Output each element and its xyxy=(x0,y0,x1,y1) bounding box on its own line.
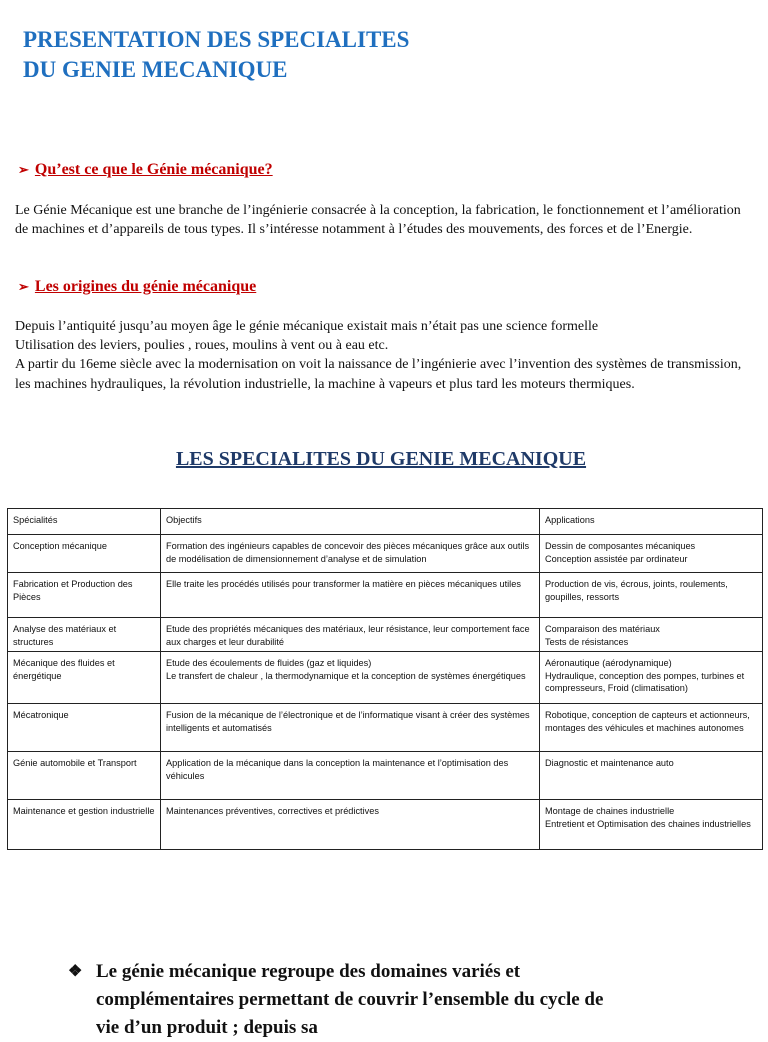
origins-line: A partir du 16eme siècle avec la modernisation on voit la naissance de l’ingénierie avec l’invention des systèmes de transmission, les machines hydrauliques, la révolution industrielle, la machine à vapeurs et plus tard les moteurs thermiques. xyxy=(15,357,742,392)
cell-line: Analyse des matériaux et structures xyxy=(13,624,117,647)
header-cell: Objectifs xyxy=(161,509,540,535)
specialty-cell xyxy=(8,752,161,800)
cell-line: Hydraulique, conception des pompes, turbines et compresseurs, Froid (climatisation) xyxy=(545,670,745,694)
application-cell xyxy=(540,652,763,704)
cell-line: Conception mécanique xyxy=(13,541,107,551)
header-cell: Spécialités xyxy=(8,509,161,535)
arrow-bullet-icon: ➢ xyxy=(18,279,29,294)
header-cell: Applications xyxy=(540,509,763,535)
origins-line: Utilisation des leviers, poulies , roues, moulins à vent ou à eau etc. xyxy=(15,338,389,354)
page-title: PRESENTATION DES SPECIALITES DU GENIE MECANIQUE xyxy=(23,27,410,82)
cell-line: Génie automobile et Transport xyxy=(13,758,137,769)
cell-line: Fabrication et Production des Pièces xyxy=(13,579,133,602)
application-cell xyxy=(540,618,763,652)
summary-text: Le génie mécanique regroupe des domaines variés et complémentaires permettant de couvrir l’ensemble du cycle de vie d’un produit ; depuis sa xyxy=(96,961,604,1038)
objective-cell xyxy=(161,535,540,573)
specialty-cell xyxy=(8,573,161,618)
table-row xyxy=(8,535,763,573)
specialties-table xyxy=(7,508,763,850)
table-row xyxy=(8,800,763,850)
cell-line: Entretient et Optimisation des chaines industrielles xyxy=(545,818,751,829)
cell-line: Fusion de la mécanique de l’électronique et de l’informatique visant à créer des systèmes intelligents et automatisés xyxy=(166,710,530,733)
application-cell xyxy=(540,800,763,850)
table-row xyxy=(8,652,763,704)
cell-line: Robotique, conception de capteurs et actionneurs, montages des véhicules et machines autonomes xyxy=(545,710,750,733)
section-heading-origins xyxy=(18,277,256,297)
cell-line: Etude des propriétés mécaniques des matériaux, leur résistance, leur comportement face aux charges et leur durabilité xyxy=(166,624,530,647)
cell-line: Maintenance et gestion industrielle xyxy=(13,806,155,817)
definition-paragraph: Le Génie Mécanique est une branche de l’ingénierie consacrée à la conception, la fabrication, le fonctionnement et l’amélioration de machines et d’appareils de tous types. Il s’intéresse notamment à l’études des mouvements, des forces et de l’Energie. xyxy=(15,203,741,238)
cell-line: Montage de chaines industrielle xyxy=(545,806,675,817)
summary-bullet xyxy=(68,958,628,1042)
cell-line: Etude des écoulements de fluides (gaz et liquides) xyxy=(166,658,372,669)
section-heading-definition xyxy=(18,160,273,180)
cell-line: Tests de résistances xyxy=(545,636,629,647)
specialties-title: LES SPECIALITES DU GENIE MECANIQUE xyxy=(175,448,587,470)
cell-line: Maintenances préventives, correctives et prédictives xyxy=(166,806,379,817)
table-row xyxy=(8,752,763,800)
application-cell xyxy=(540,752,763,800)
diamond-bullet-icon: ❖ xyxy=(68,963,83,980)
table-row xyxy=(8,704,763,752)
objective-cell xyxy=(161,573,540,618)
specialty-cell xyxy=(8,535,161,573)
cell-line: Dessin de composantes mécaniques xyxy=(545,541,696,551)
origins-paragraph xyxy=(15,317,745,394)
cell-line: Application de la mécanique dans la conception la maintenance et l’optimisation des véhicules xyxy=(166,758,509,781)
cell-line: Formation des ingénieurs capables de concevoir des pièces mécaniques grâce aux outils de modélisation de dimensionnement d’analyse et de simulation xyxy=(166,541,530,564)
cell-line: Diagnostic et maintenance auto xyxy=(545,758,674,769)
heading-text: Les origines du génie mécanique xyxy=(34,278,257,295)
arrow-bullet-icon: ➢ xyxy=(18,162,29,177)
cell-line: Comparaison des matériaux xyxy=(545,624,660,634)
objective-cell xyxy=(161,752,540,800)
cell-line: Aéronautique (aérodynamique) xyxy=(545,658,672,669)
application-cell xyxy=(540,704,763,752)
objective-cell xyxy=(161,652,540,704)
objective-cell xyxy=(161,618,540,652)
specialty-cell xyxy=(8,704,161,752)
objective-cell xyxy=(161,800,540,850)
cell-line: Production de vis, écrous, joints, roulements, goupilles, ressorts xyxy=(545,579,728,602)
heading-text: Qu’est ce que le Génie mécanique? xyxy=(34,161,273,178)
specialty-cell xyxy=(8,800,161,850)
cell-line: Conception assistée par ordinateur xyxy=(545,553,688,564)
table-row xyxy=(8,573,763,618)
application-cell xyxy=(540,535,763,573)
cell-line: Mécanique des fluides et énergétique xyxy=(13,658,115,681)
application-cell xyxy=(540,573,763,618)
origins-line: Depuis l’antiquité jusqu’au moyen âge le génie mécanique existait mais n’était pas une science formelle xyxy=(15,319,599,334)
table-header-row xyxy=(8,509,763,535)
cell-line: Le transfert de chaleur , la thermodynamique et la conception de systèmes énergétiques xyxy=(166,670,526,681)
table-row xyxy=(8,618,763,652)
objective-cell xyxy=(161,704,540,752)
specialty-cell xyxy=(8,652,161,704)
cell-line: Elle traite les procédés utilisés pour transformer la matière en pièces mécaniques utiles xyxy=(166,579,521,589)
cell-line: Mécatronique xyxy=(13,710,69,721)
specialty-cell xyxy=(8,618,161,652)
